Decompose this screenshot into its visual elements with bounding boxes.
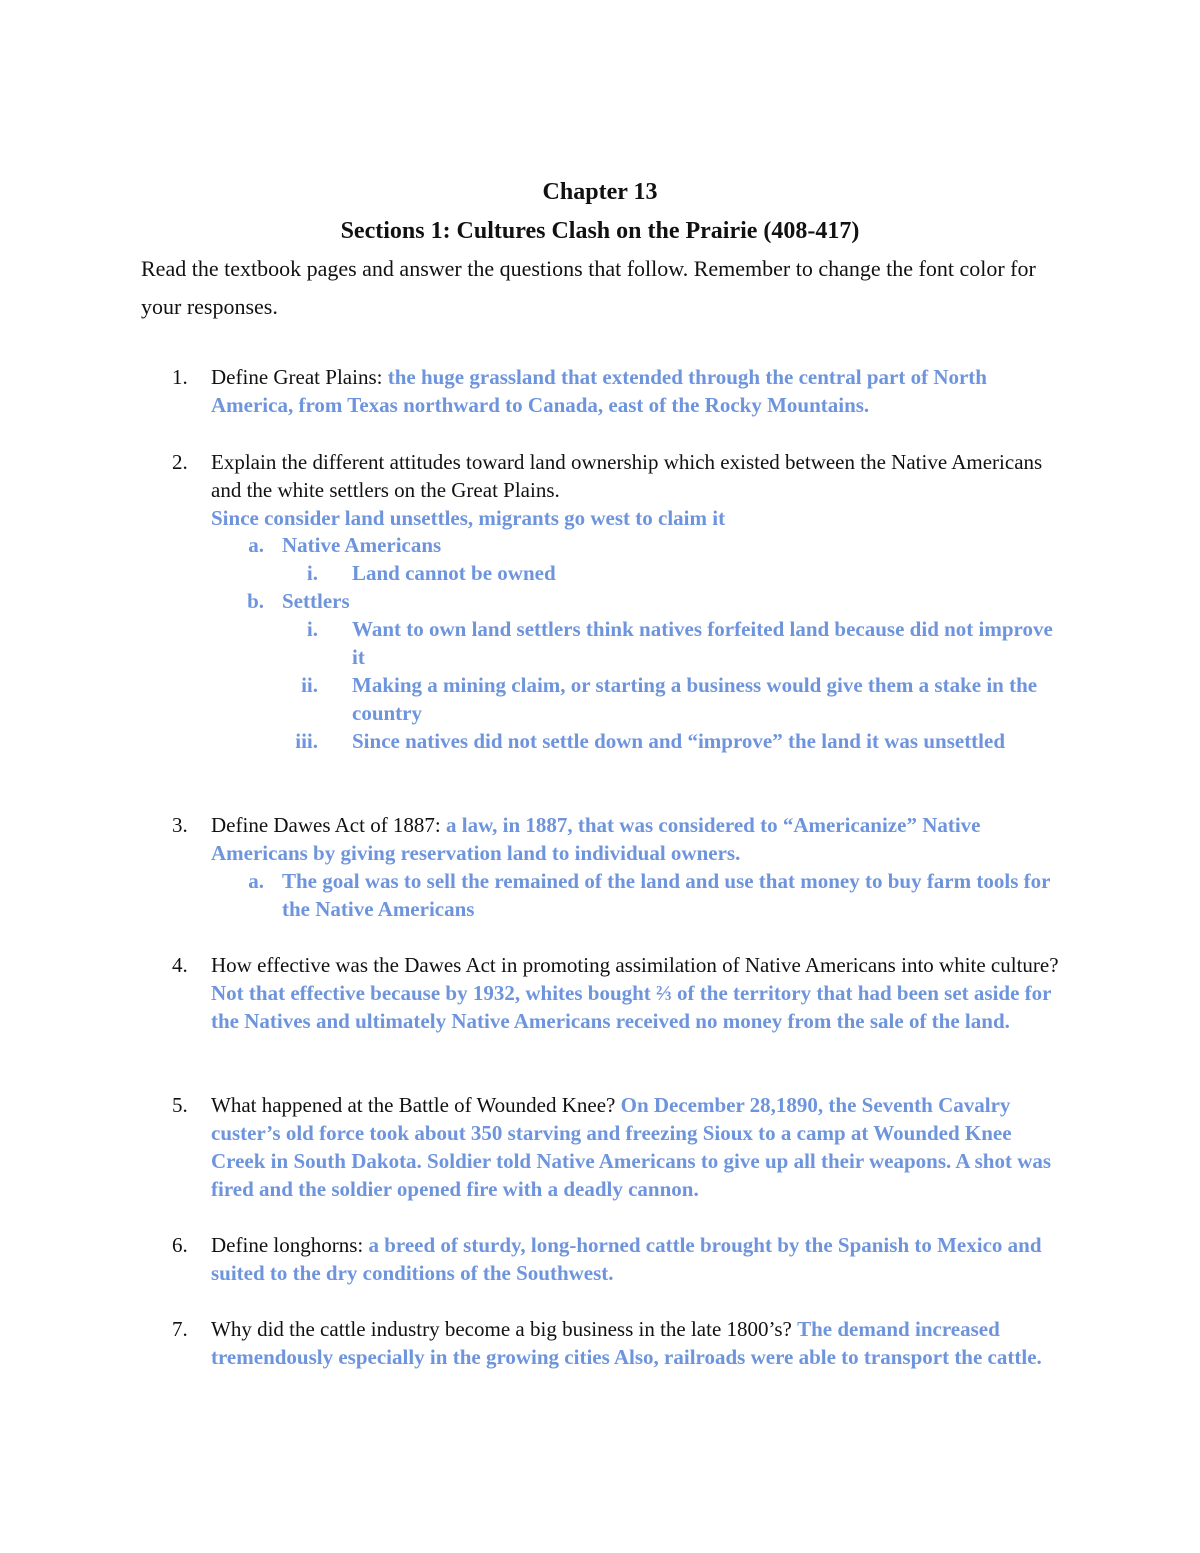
- answer-text: The demand increased tremendously especially in the growing cities Also, railroads were able to transport the cattle.: [211, 1317, 1042, 1369]
- question-prompt: Explain the different attitudes toward land ownership which existed between the Native Americans and the white settlers on the Great Plains.: [211, 450, 1043, 502]
- subpoint-item: [0, 531, 1200, 559]
- answer-text: a breed of sturdy, long-horned cattle brought by the Spanish to Mexico and suited to the dry conditions of the Southwest.: [211, 1233, 1042, 1285]
- subpoint-marker: ii.: [301, 673, 318, 697]
- question-body: [211, 951, 1071, 1035]
- answer-text: Not that effective because by 1932, whites bought ⅔ of the territory that had been set aside for the Natives and ultimately Native Americans received no money from the sale of the land.: [211, 981, 1052, 1033]
- answer-text: Since consider land unsettles, migrants go west to claim it: [211, 506, 726, 530]
- question-prompt: Define Dawes Act of 1887:: [211, 813, 447, 837]
- question-number: 6.: [172, 1233, 188, 1257]
- question-number: 4.: [172, 953, 188, 977]
- subpoint-text: Land cannot be owned: [352, 561, 556, 585]
- question-body: [211, 363, 1071, 419]
- question-body: [211, 1231, 1071, 1287]
- subpoint-marker: i.: [306, 617, 318, 641]
- subpoint-text: Settlers: [282, 589, 350, 613]
- subpoint-item: [0, 727, 1200, 783]
- subpoint-text: Since natives did not settle down and “improve” the land it was unsettled: [352, 729, 1006, 753]
- subpoint-marker: a.: [248, 533, 264, 557]
- subpoint-marker: i.: [306, 561, 318, 585]
- subpoint-text: Want to own land settlers think natives forfeited land because did not improve it: [352, 617, 1053, 669]
- question-prompt: Why did the cattle industry become a big business in the late 1800’s?: [211, 1317, 798, 1341]
- subpoint-item: [0, 559, 1200, 587]
- chapter-title: Chapter 13: [542, 179, 658, 205]
- subpoint-marker: iii.: [295, 729, 318, 753]
- section-title: Sections 1: Cultures Clash on the Prairie (408-417): [340, 218, 860, 244]
- answer-text: a law, in 1887, that was considered to “Americanize” Native Americans by giving reservation land to individual owners.: [211, 813, 981, 865]
- answer-text: On December 28,1890, the Seventh Cavalry custer’s old force took about 350 starving and freezing Sioux to a camp at Wounded Knee Creek in South Dakota. Soldier told Native Americans to give up all their weapons. A shot was fired and the soldier opened fire with a deadly cannon.: [211, 1093, 1052, 1201]
- question-prompt: What happened at the Battle of Wounded Knee?: [211, 1093, 621, 1117]
- question-number: 7.: [172, 1317, 188, 1341]
- question-number: 2.: [172, 450, 188, 474]
- subpoint-item: [0, 867, 1200, 923]
- subpoint-text: Making a mining claim, or starting a business would give them a stake in the country: [352, 673, 1038, 725]
- subpoint-item: [0, 615, 1200, 671]
- subpoint-marker: a.: [248, 869, 264, 893]
- subpoint-item: [0, 671, 1200, 727]
- question-prompt: Define Great Plains:: [211, 365, 388, 389]
- subpoint-marker: b.: [247, 589, 264, 613]
- question-number: 1.: [172, 365, 188, 389]
- subpoint-item: [0, 587, 1200, 615]
- answer-text: the huge grassland that extended through the central part of North America, from Texas northward to Canada, east of the Rocky Mountains.: [211, 365, 987, 417]
- question-prompt: How effective was the Dawes Act in promoting assimilation of Native Americans into white culture?: [211, 953, 1059, 977]
- subpoint-text: The goal was to sell the remained of the land and use that money to buy farm tools for the Native Americans: [282, 869, 1051, 921]
- question-body: [211, 1315, 1071, 1371]
- question-prompt: Define longhorns:: [211, 1233, 369, 1257]
- question-number: 5.: [172, 1093, 188, 1117]
- question-body: [211, 448, 1071, 532]
- question-body: [211, 811, 1031, 867]
- subpoint-text: Native Americans: [282, 533, 442, 557]
- instructions-text: Read the textbook pages and answer the questions that follow. Remember to change the font color for your responses.: [141, 256, 1036, 319]
- question-body: [211, 1091, 1071, 1203]
- question-number: 3.: [172, 813, 188, 837]
